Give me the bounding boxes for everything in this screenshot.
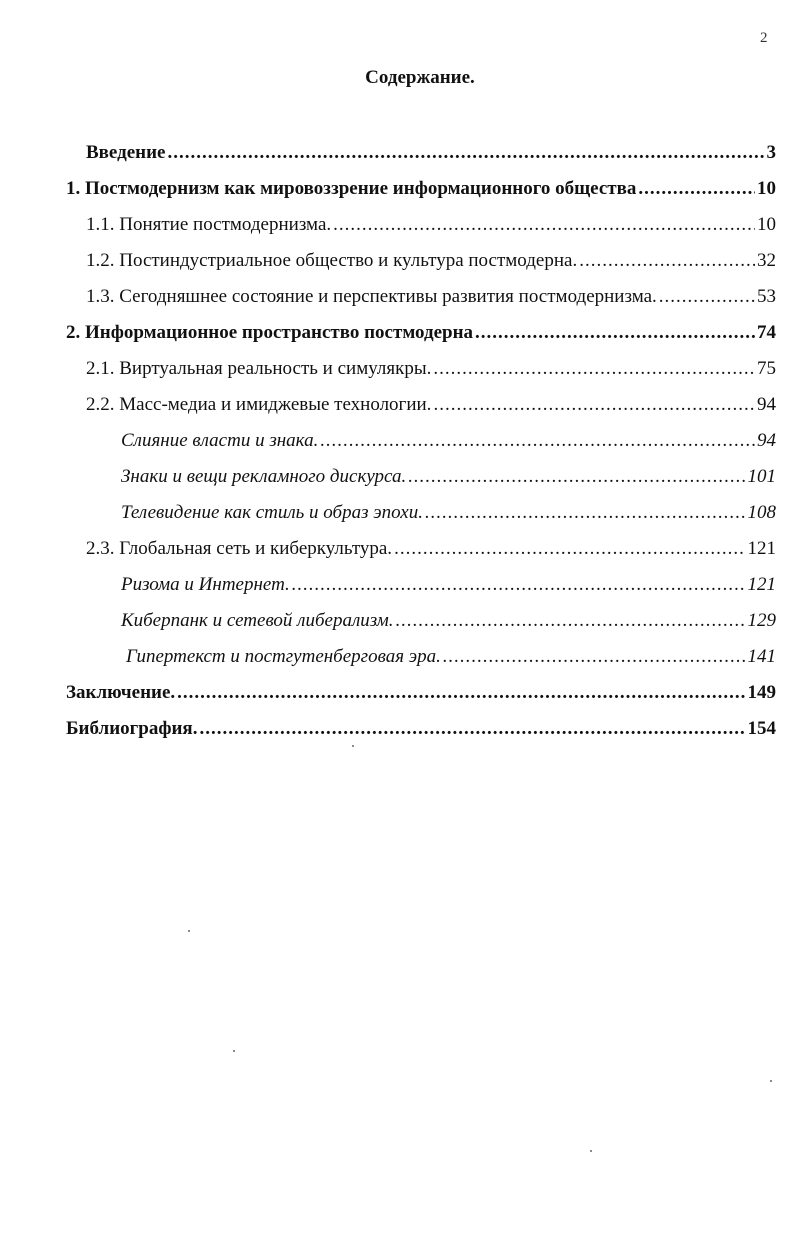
toc-entry-label: Ризома и Интернет. <box>121 574 290 595</box>
toc-entry-label: 2. Информационное пространство постмодерна <box>66 322 474 343</box>
toc-entry-subsection-advertising-discourse[interactable] <box>121 465 776 489</box>
dot-leader <box>394 537 745 561</box>
toc-entry-label: 1. Постмодернизм как мировоззрение информационного общества <box>66 178 637 199</box>
toc-entry-page: 94 <box>757 394 776 415</box>
scan-speck <box>233 1050 235 1052</box>
toc-entry-page: 121 <box>747 538 776 559</box>
toc-entry-label: 2.2. Масс-медиа и имиджевые технологии. <box>86 394 432 415</box>
toc-entry-introduction[interactable] <box>86 141 776 165</box>
scan-speck <box>352 745 354 747</box>
toc-entry-section-1-1[interactable] <box>86 213 776 237</box>
toc-entry-label: 1.1. Понятие постмодернизма. <box>86 214 332 235</box>
toc-entry-page: 75 <box>757 358 776 379</box>
toc-entry-page: 108 <box>747 502 776 523</box>
toc-entry-label: Введение <box>86 142 166 163</box>
toc-entry-section-2-1[interactable] <box>86 357 776 381</box>
dot-leader <box>475 321 755 345</box>
toc-entry-chapter-2[interactable] <box>66 321 776 345</box>
page-number: 2 <box>760 30 768 46</box>
toc-title: Содержание. <box>365 67 475 88</box>
toc-entry-section-2-3[interactable] <box>86 537 776 561</box>
dot-leader <box>579 249 755 273</box>
dot-leader <box>177 681 745 705</box>
dot-leader <box>320 429 755 453</box>
toc-entry-label: Телевидение как стиль и образ эпохи. <box>121 502 423 523</box>
toc-entry-subsection-power-and-sign[interactable] <box>121 429 776 453</box>
dot-leader <box>408 465 745 489</box>
toc-entry-subsection-television[interactable] <box>121 501 776 525</box>
toc-entry-page: 101 <box>747 466 776 487</box>
dot-leader <box>333 213 755 237</box>
toc-entry-page: 154 <box>747 718 776 739</box>
toc-entry-label: Гипертекст и постгутенберговая эра. <box>126 646 441 667</box>
toc-entry-page: 32 <box>757 250 776 271</box>
toc-entry-subsection-hypertext[interactable] <box>126 645 776 669</box>
toc-entry-label: Знаки и вещи рекламного дискурса. <box>121 466 407 487</box>
toc-entry-page: 94 <box>757 430 776 451</box>
dot-leader <box>425 501 746 525</box>
toc-entry-page: 3 <box>766 142 776 163</box>
dot-leader <box>433 357 755 381</box>
toc-entry-label: Киберпанк и сетевой либерализм. <box>121 610 394 631</box>
scan-speck <box>590 1150 592 1152</box>
dot-leader <box>659 285 755 309</box>
toc-entry-page: 141 <box>747 646 776 667</box>
dot-leader <box>292 573 746 597</box>
dot-leader <box>638 177 755 201</box>
scan-speck <box>770 1080 772 1082</box>
toc-entry-page: 10 <box>757 214 776 235</box>
toc-entry-subsection-rhizome[interactable] <box>121 573 776 597</box>
toc-entry-label: 2.1. Виртуальная реальность и симулякры. <box>86 358 432 379</box>
toc-entry-section-1-2[interactable] <box>86 249 776 273</box>
toc-entry-label: Библиография. <box>66 718 198 739</box>
scan-speck <box>188 930 190 932</box>
toc-entry-subsection-cyberpunk[interactable] <box>121 609 776 633</box>
toc-entry-label: 2.3. Глобальная сеть и киберкультура. <box>86 538 393 559</box>
toc-entry-section-2-2[interactable] <box>86 393 776 417</box>
toc-entry-page: 129 <box>747 610 776 631</box>
toc-entry-page: 121 <box>747 574 776 595</box>
toc-entry-chapter-1[interactable] <box>66 177 776 201</box>
toc-entry-section-1-3[interactable] <box>86 285 776 309</box>
dot-leader <box>199 717 745 741</box>
toc-entry-bibliography[interactable] <box>66 717 776 741</box>
dot-leader <box>168 141 765 165</box>
dot-leader <box>396 609 746 633</box>
toc-entry-label: 1.3. Сегодняшнее состояние и перспективы развития постмодернизма. <box>86 286 657 307</box>
toc-entry-page: 74 <box>757 322 776 343</box>
dot-leader <box>433 393 755 417</box>
toc-entry-label: Слияние власти и знака. <box>121 430 319 451</box>
toc-entry-label: 1.2. Постиндустриальное общество и культура постмодерна. <box>86 250 578 271</box>
toc-entry-page: 53 <box>757 286 776 307</box>
toc-entry-page: 10 <box>757 178 776 199</box>
toc-entry-conclusion[interactable] <box>66 681 776 705</box>
toc-entry-label: Заключение. <box>66 682 176 703</box>
dot-leader <box>443 645 746 669</box>
toc-entry-page: 149 <box>747 682 776 703</box>
